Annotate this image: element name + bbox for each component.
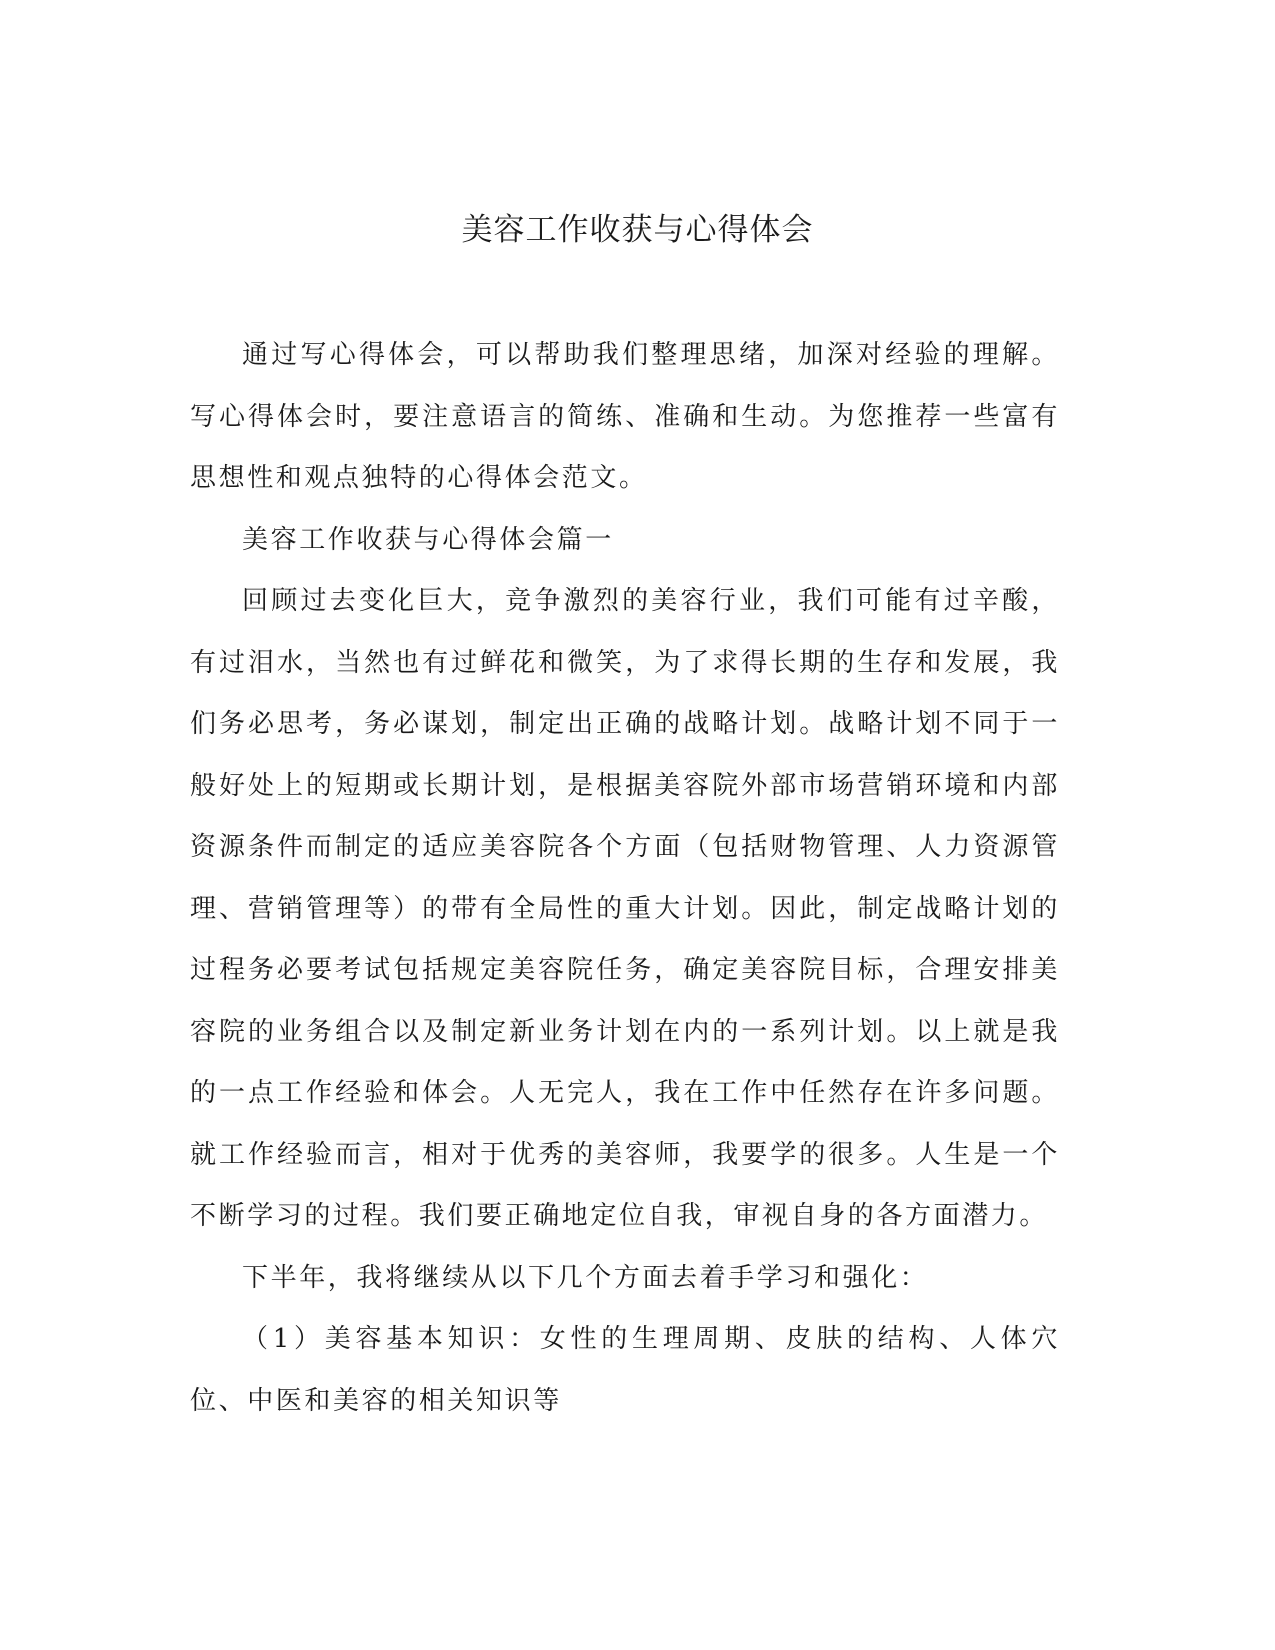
section-heading: 美容工作收获与心得体会篇一 [242,524,614,555]
intro-paragraph: 通过写心得体会，可以帮助我们整理思绪，加深对经验的理解。写心得体会时，要注意语言的简练、准确和生动。为您推荐一些富有思想性和观点独特的心得体会范文。 [190,340,1060,493]
list-item: （1）美容基本知识：女性的生理周期、皮肤的结构、人体穴位、中医和美容的相关知识等 [190,1324,1060,1416]
body-paragraph: 回顾过去变化巨大，竞争激烈的美容行业，我们可能有过辛酸，有过泪水，当然也有过鲜花和微笑，为了求得长期的生存和发展，我们务必思考，务必谋划，制定出正确的战略计划。战略计划不同于一般好处上的短期或长期计划，是根据美容院外部市场营销环境和内部资源条件而制定的适应美容院各个方面（包括财物管理、人力资源管理、营销管理等）的带有全局性的重大计划。因此，制定战略计划的过程务必要考试包括规定美容院任务，确定美容院目标，合理安排美容院的业务组合以及制定新业务计划在内的一系列计划。以上就是我的一点工作经验和体会。人无完人，我在工作中任然存在许多问题。就工作经验而言，相对于优秀的美容师，我要学的很多。人生是一个不断学习的过程。我们要正确地定位自我，审视自身的各方面潜力。 [190,586,1060,1231]
plan-paragraph: 下半年，我将继续从以下几个方面去着手学习和强化： [242,1262,929,1293]
document-body [190,325,1060,1432]
document-title: 美容工作收获与心得体会 [461,212,814,248]
